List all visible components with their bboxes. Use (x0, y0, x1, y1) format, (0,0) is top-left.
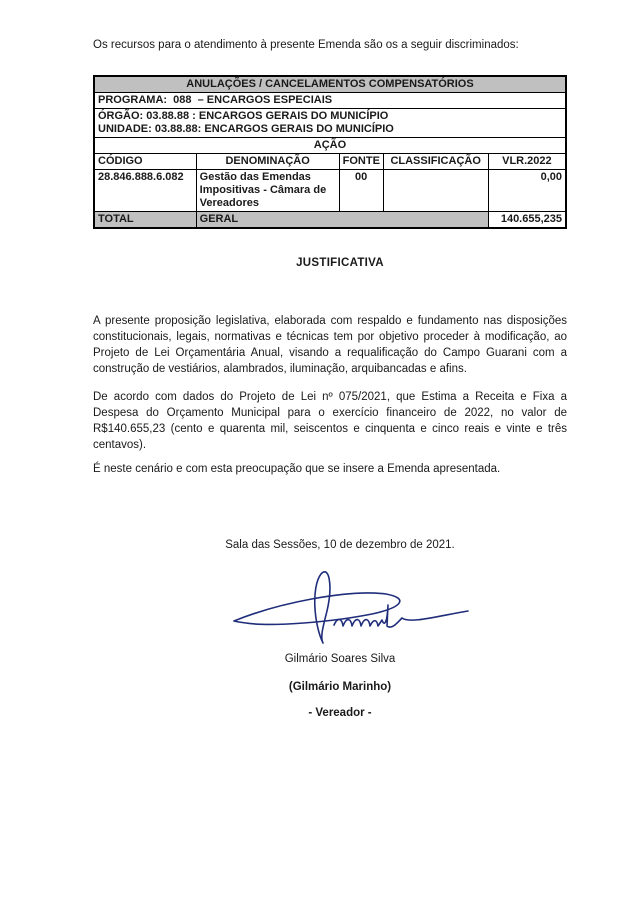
header-codigo: CÓDIGO (94, 154, 196, 170)
cell-codigo: 28.846.888.6.082 (94, 170, 196, 212)
header-vlr: VLR.2022 (488, 154, 566, 170)
header-fonte: FONTE (339, 154, 383, 170)
data-row (94, 170, 566, 212)
orgao-unidade-row (94, 109, 566, 138)
signer-name: Gilmário Soares Silva (284, 653, 396, 665)
total-label-cell: TOTAL (94, 212, 196, 229)
document-content (93, 0, 567, 719)
programa-cell: PROGRAMA: 088 – ENCARGOS ESPECIAIS (94, 93, 566, 109)
table-title-row (94, 76, 566, 93)
signer-role: - Vereador - (308, 707, 372, 719)
cell-classificacao (383, 170, 488, 212)
justificativa-paragraph-3: É neste cenário e com esta preocupação que se insere a Emenda apresentada. (93, 463, 501, 475)
cell-denominacao: Gestão das Emendas Impositivas - Câmara de Vereadores (196, 170, 339, 212)
justificativa-paragraph-2: De acordo com dados do Projeto de Lei nº 075/2021, que Estima a Receita e Fixa a Despesa do Orçamento Municipal para o exercício financeiro de 2022, no valor de R$140.655,23 (cento e quarenta mil, seiscentos e cinquenta e cinco reais e vinte e três centavos). (93, 391, 567, 451)
place-date-line: Sala das Sessões, 10 de dezembro de 2021. (225, 539, 455, 551)
justificativa-title: JUSTIFICATIVA (296, 257, 384, 269)
total-vlr-cell: 140.655,235 (488, 212, 566, 229)
unidade-line: UNIDADE: 03.88.88: ENCARGOS GERAIS DO MUNICÍPIO (98, 123, 394, 135)
header-classificacao: CLASSIFICAÇÃO (383, 154, 488, 170)
total-row (94, 212, 566, 229)
orgao-line: ÓRGÃO: 03.88.88 : ENCARGOS GERAIS DO MUNICÍPIO (98, 110, 389, 122)
justificativa-paragraph-1: A presente proposição legislativa, elaborada com respaldo e fundamento nas disposições constitucionais, legais, normativas e técnicas tem por objetivo proceder à modificação, ao Projeto de Lei Orçamentária Anual, visando a requalificação do Campo Guarani com a construção de vestiários, alambrados, iluminação, arquibancadas e afins. (93, 315, 567, 375)
acao-row (94, 138, 566, 154)
signature-image (230, 565, 470, 647)
funding-table (93, 75, 567, 229)
signer-alias: (Gilmário Marinho) (288, 681, 392, 693)
cell-vlr: 0,00 (488, 170, 566, 212)
column-header-row (94, 154, 566, 170)
programa-row (94, 93, 566, 109)
intro-text: Os recursos para o atendimento à presente Emenda são os a seguir discriminados: (93, 39, 519, 51)
orgao-unidade-cell (94, 109, 566, 138)
total-geral-cell: GERAL (196, 212, 488, 229)
cell-fonte: 00 (339, 170, 383, 212)
table-title: ANULAÇÕES / CANCELAMENTOS COMPENSATÓRIOS (94, 76, 566, 93)
header-denominacao: DENOMINAÇÃO (196, 154, 339, 170)
acao-cell: AÇÃO (94, 138, 566, 154)
